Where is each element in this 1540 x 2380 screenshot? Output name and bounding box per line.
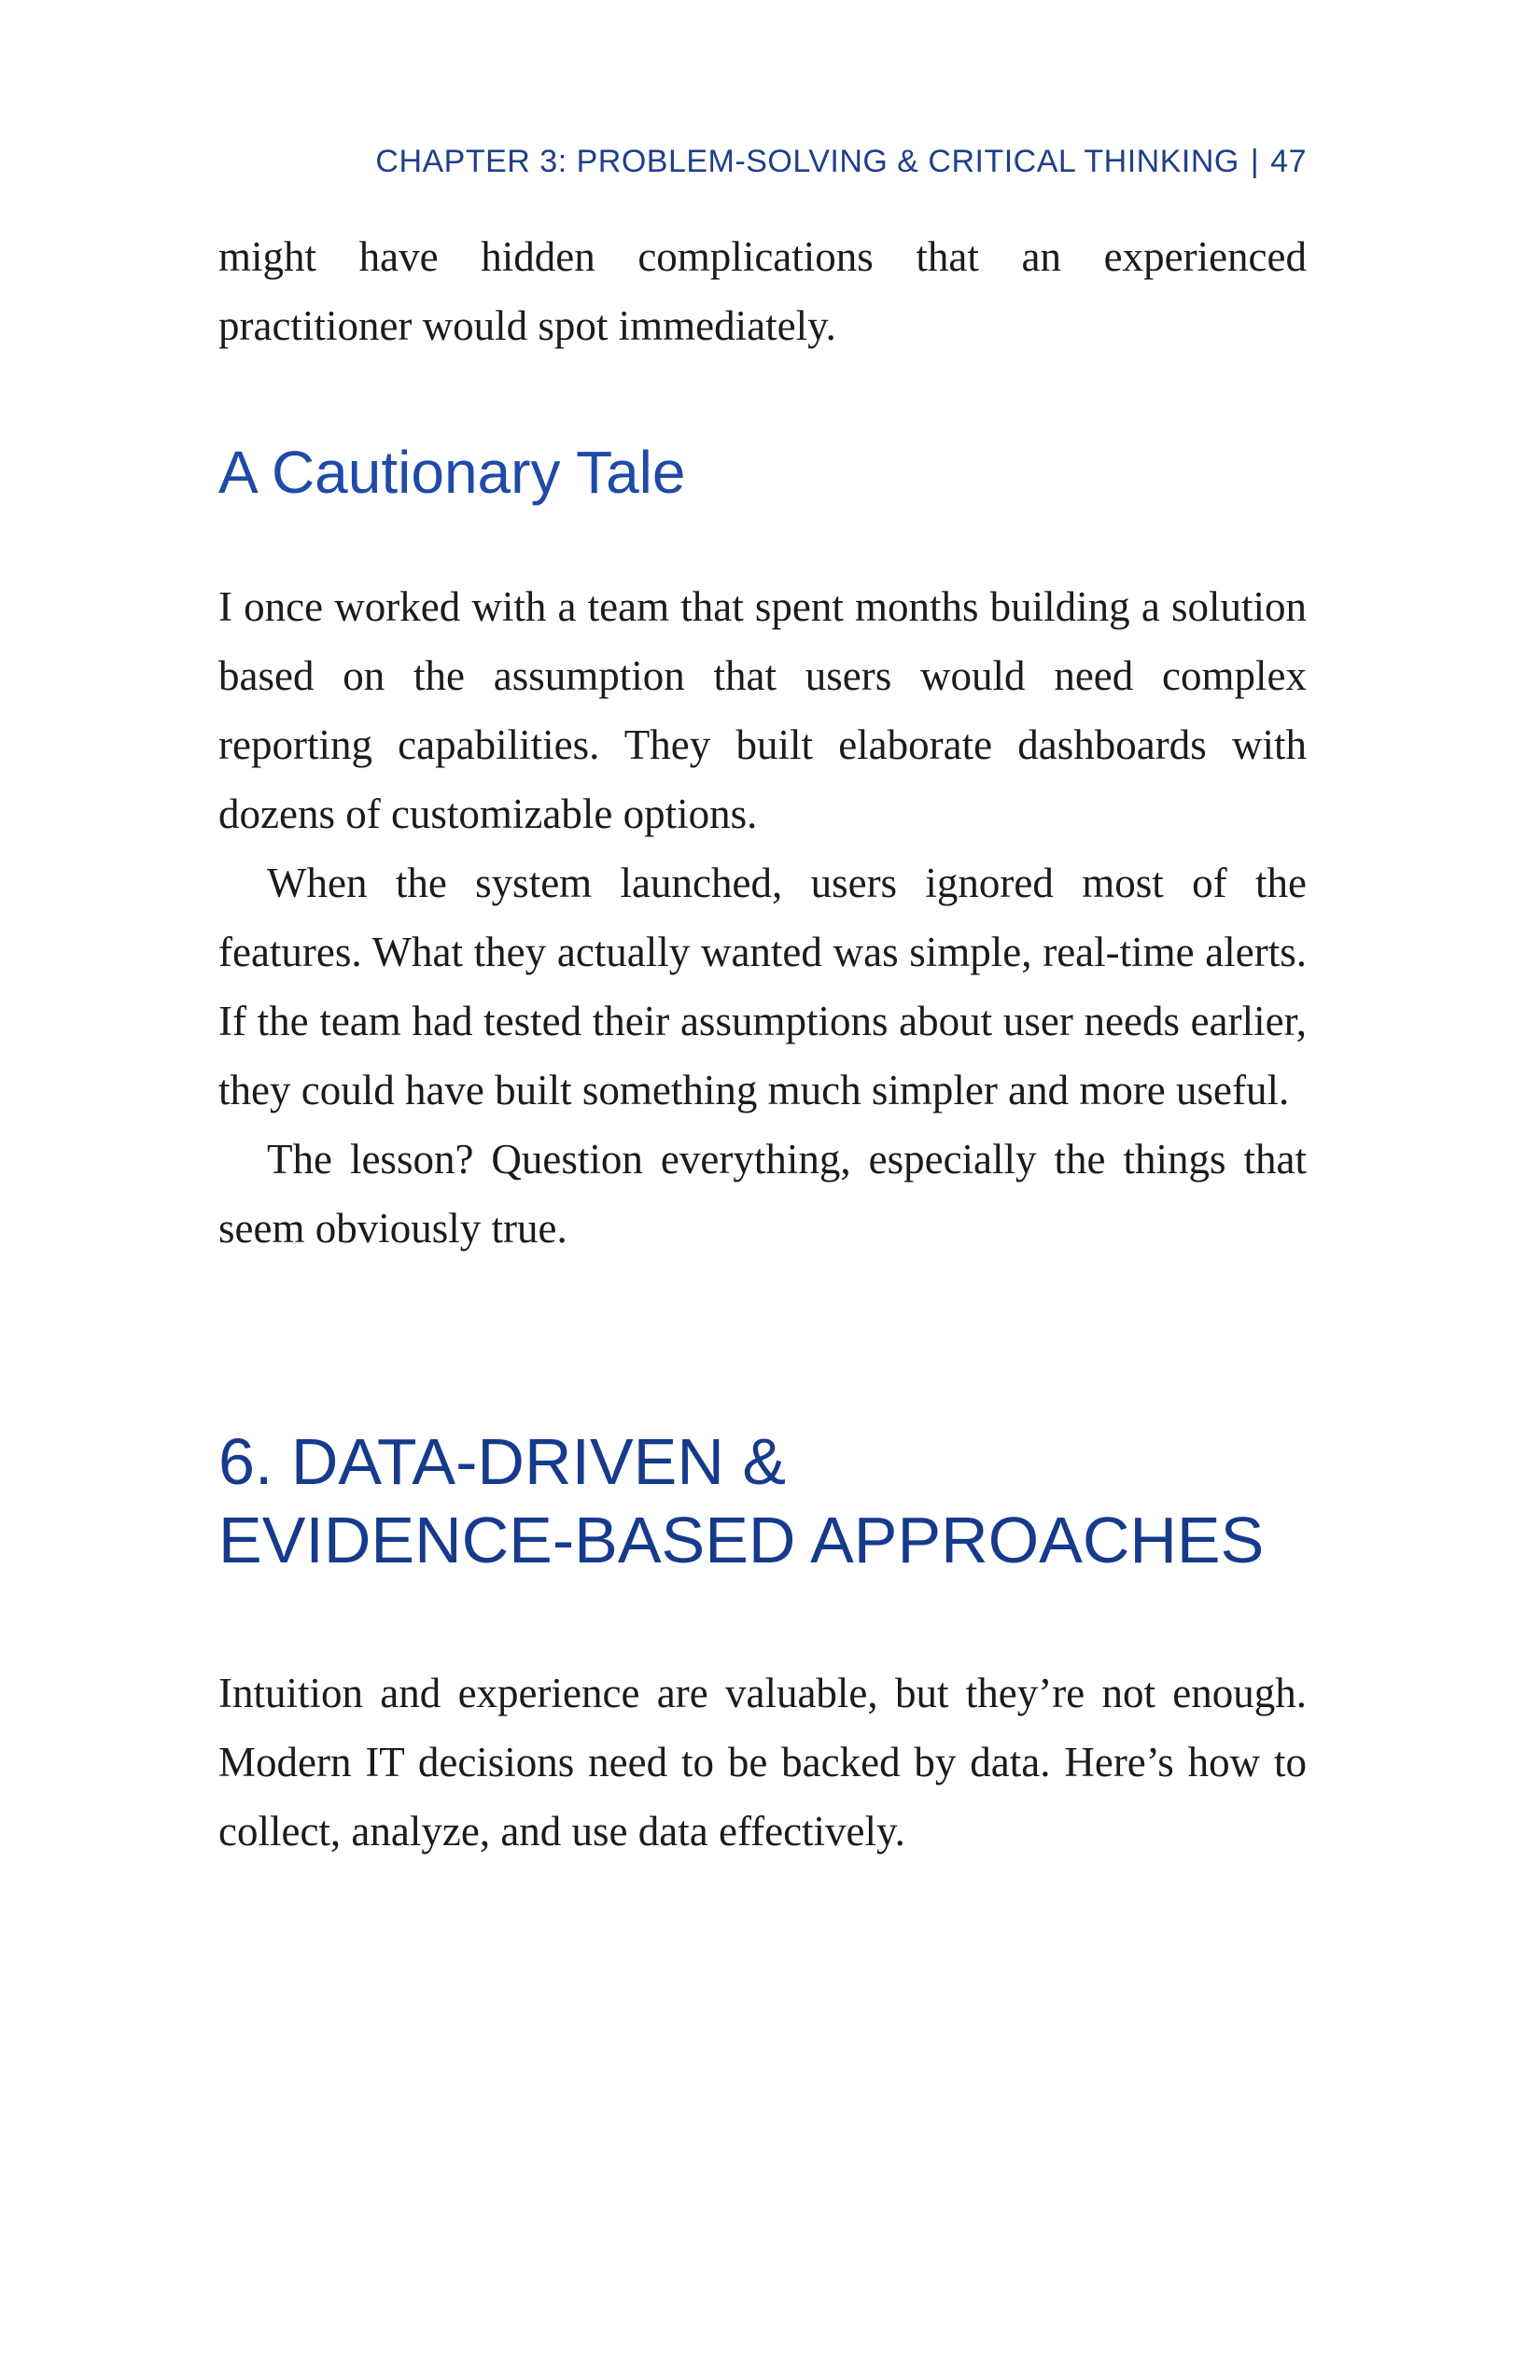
data-driven-body: [218, 1659, 1307, 1866]
paragraph-cautionary-2: When the system launched, users ignored most of the features. What they actually wanted was simple, real-time alerts. If the team had tested their assumptions about user needs earlier, they could have built something much simpler and more useful.: [218, 860, 1307, 1113]
paragraph-cautionary-3: The lesson? Question everything, especially the things that seem obviously true.: [218, 1136, 1307, 1252]
continued-paragraph-block: [218, 222, 1307, 360]
cautionary-tale-body: [218, 572, 1307, 1263]
continued-paragraph: might have hidden complications that an experienced practitioner would spot immediately.: [218, 233, 1307, 349]
heading-line-1: 6. DATA-DRIVEN &: [218, 1425, 787, 1498]
chapter-title: CHAPTER 3: PROBLEM-SOLVING & CRITICAL THINKING: [375, 144, 1239, 179]
heading-line-2: EVIDENCE-BASED APPROACHES: [218, 1504, 1265, 1576]
header-separator: |: [1250, 144, 1260, 179]
section-heading-data-driven: [218, 1422, 1338, 1579]
paragraph-cautionary-1: I once worked with a team that spent months building a solution based on the assumption that users would need complex reporting capabilities. They built elaborate dashboards with dozens of customizable options.: [218, 583, 1307, 837]
paragraph-data-driven: Intuition and experience are valuable, but they’re not enough. Modern IT decisions need to be backed by data. Here’s how to collect, analyze, and use data effectively.: [218, 1670, 1307, 1855]
page-number: 47: [1270, 144, 1307, 179]
section-heading-cautionary-tale: A Cautionary Tale: [218, 439, 686, 506]
running-header: [218, 144, 1307, 180]
